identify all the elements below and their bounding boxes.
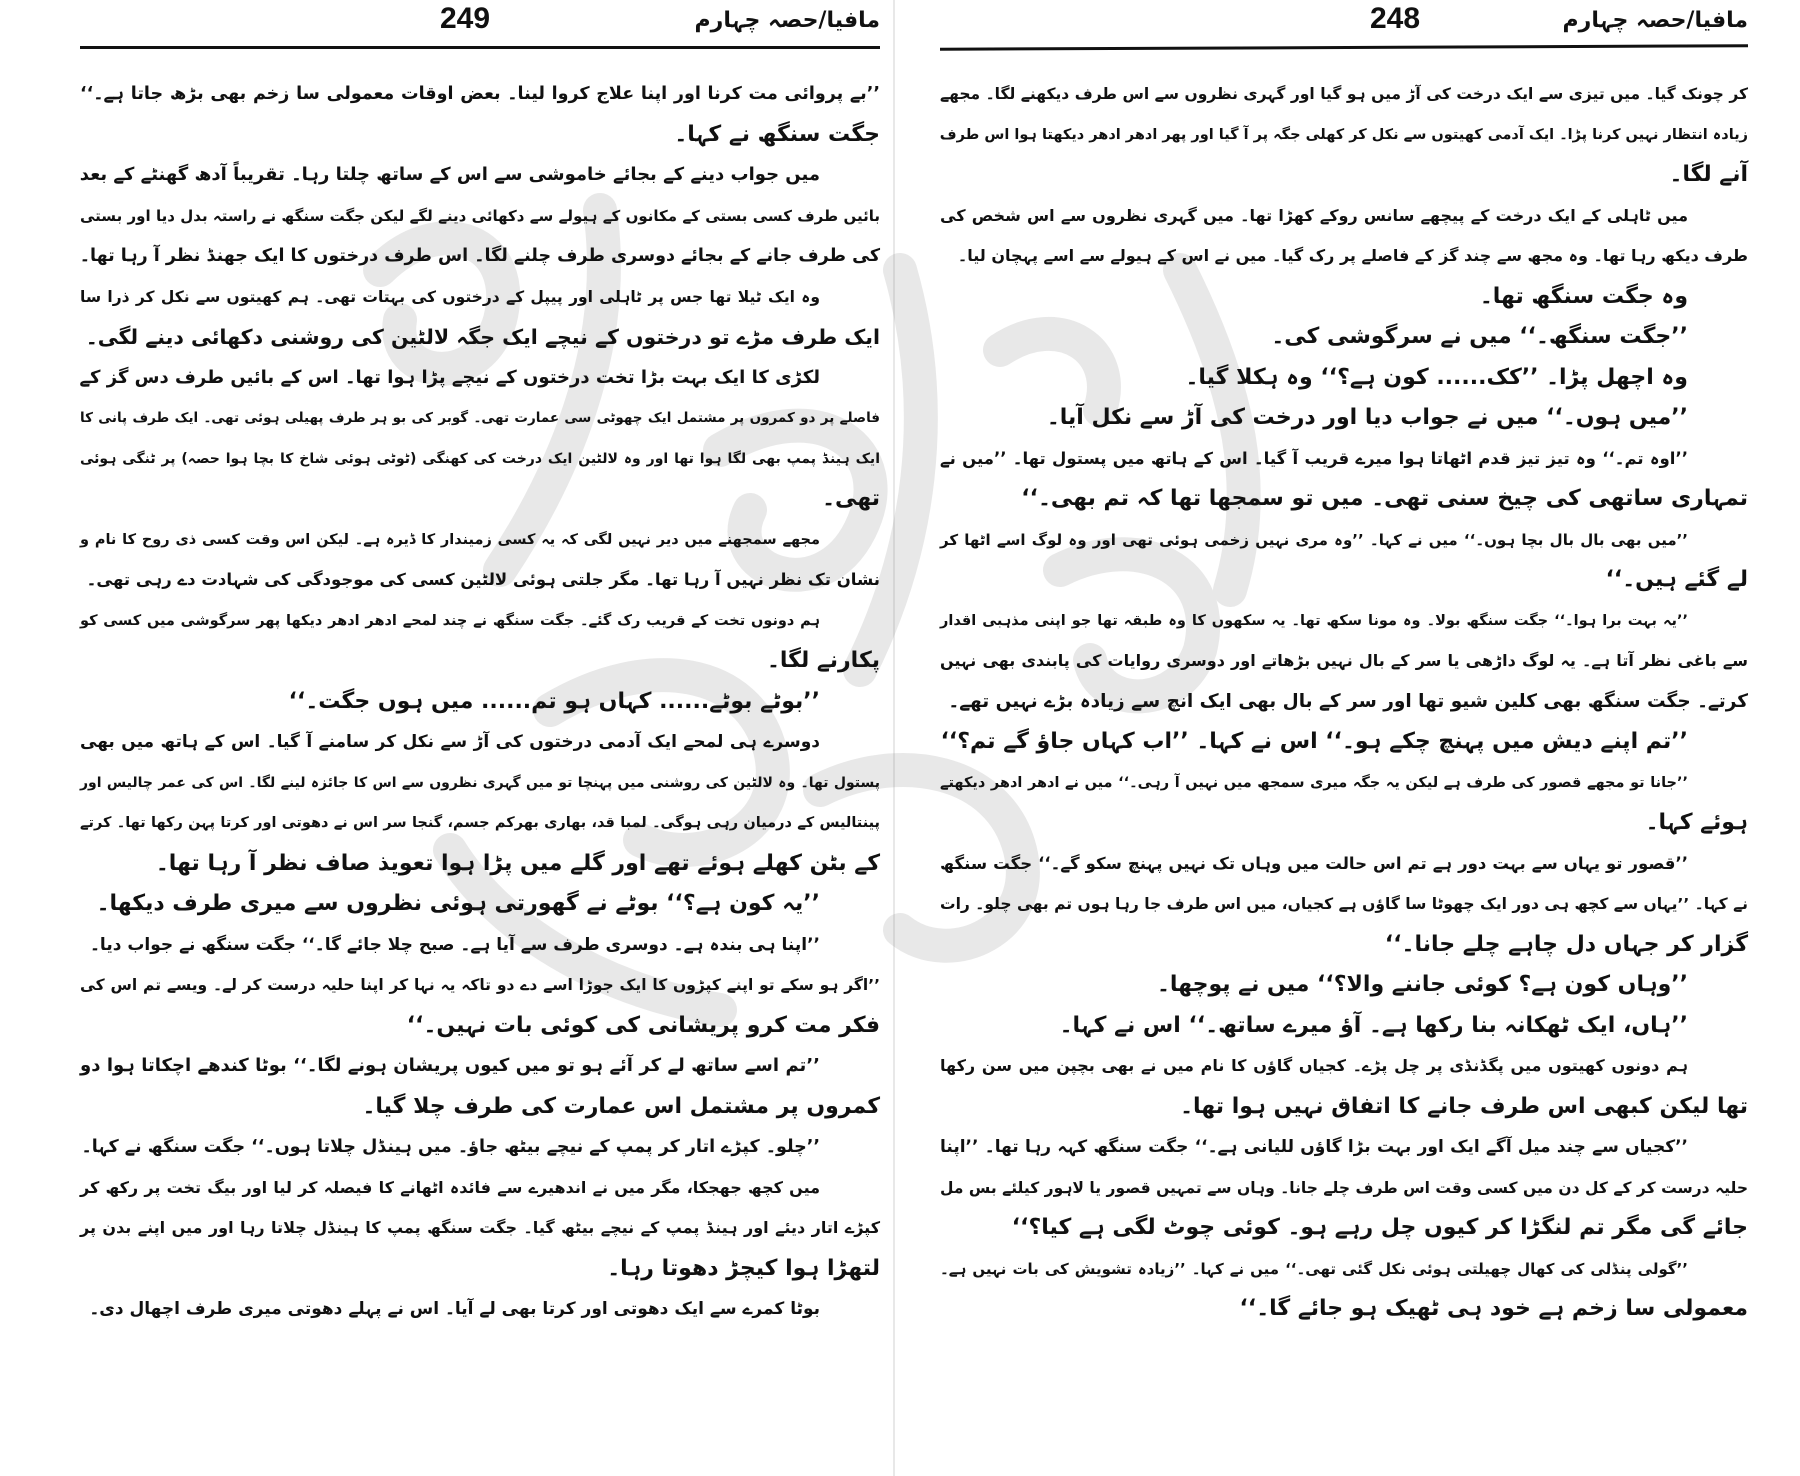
paragraph (80, 1046, 880, 1127)
text-line: ’’اوہ تم۔‘‘ وہ تیز تیز قدم اٹھاتا ہوا میرے قریب آ گیا۔ اس کے ہاتھ میں پستول تھا۔ ’’میں نے (940, 448, 1688, 468)
text-line: ’’یہ کون ہے؟‘‘ بوٹے نے گھورتی ہوئی نظروں سے میری طرف دیکھا۔ (96, 891, 820, 916)
paragraph (940, 74, 1748, 196)
text-line: بائیں طرف کسی بستی کے مکانوں کے ہیولے سے دکھائی دینے لگے لیکن جگت سنگھ نے راستہ بدل دیا اور بستی (80, 206, 880, 225)
text-line: ہوئے کہا۔ (1645, 810, 1748, 835)
page-249 (80, 0, 880, 1476)
text-line: ’’کجیاں سے چند میل آگے ایک اور بہت بڑا گاؤں للیانی ہے۔‘‘ جگت سنگھ کہہ رہا تھا۔ ’’اپنا (940, 1137, 1688, 1157)
text-line: ’’گولی پنڈلی کی کھال چھیلتی ہوئی نکل گئی تھی۔‘‘ میں نے کہا۔ ’’زیادہ تشویش کی بات نہیں ہے۔ (940, 1259, 1688, 1278)
text-line: کرتے۔ جگت سنگھ بھی کلین شیو تھا اور سر کے بال بھی ایک انچ سے زیادہ بڑے نہیں تھے۔ (948, 690, 1748, 712)
text-line: نے کہا۔ ’’یہاں سے کچھ ہی دور ایک چھوٹا سا گاؤں ہے کجیاں، میں اس طرف جا رہا ہوں تم بھی چلو۔ رات (940, 895, 1748, 913)
text-line: تھی۔ (822, 486, 880, 511)
paragraph (80, 1289, 880, 1330)
paragraph (940, 763, 1748, 844)
text-line: دوسرے ہی لمحے ایک آدمی درختوں کی آڑ سے نکل کر سامنے آ گیا۔ اس کے ہاتھ میں بھی (80, 732, 820, 752)
paragraph (80, 722, 880, 884)
text-line: وہ جگت سنگھ تھا۔ (1479, 283, 1688, 309)
text-line: ’’بوٹے بوٹے...... کہاں ہو تم...... میں ہوں جگت۔‘‘ (288, 688, 820, 714)
paragraph (940, 1249, 1748, 1330)
page-body-text (80, 74, 880, 1330)
paragraph (80, 358, 880, 520)
paragraph (80, 277, 880, 358)
header-rule (80, 46, 880, 49)
text-line: کمروں پر مشتمل اس عمارت کی طرف چلا گیا۔ (362, 1093, 880, 1119)
text-line: کر چونک گیا۔ میں تیزی سے ایک درخت کی آڑ میں ہو گیا اور گہری نظروں سے اس طرف دیکھنے لگا۔ مجھے (940, 85, 1748, 103)
text-line: ’’اگر ہو سکے تو اپنے کپڑوں کا ایک جوڑا اسے دے دو تاکہ یہ نہا کر اپنا حلیہ درست کر لے۔ ویسے تم اس کی (80, 976, 880, 994)
text-line: ’’جانا تو مجھے قصور کی طرف ہے لیکن یہ جگہ میری سمجھ میں نہیں آ رہی۔‘‘ میں نے ادھر ادھر دیکھتے (940, 774, 1688, 791)
text-line: ’’ہاں، ایک ٹھکانہ بنا رکھا ہے۔ آؤ میرے ساتھ۔‘‘ اس نے کہا۔ (1059, 1012, 1688, 1038)
text-line: لتھڑا ہوا کیچڑ دھوتا رہا۔ (607, 1255, 880, 1281)
text-line: ایک طرف مڑے تو درختوں کے نیچے ایک جگہ لالٹین کی روشنی دکھائی دینے لگی۔ (85, 325, 880, 349)
paragraph (80, 74, 880, 155)
paragraph (940, 358, 1748, 399)
text-line: ’’جگت سنگھ۔‘‘ میں نے سرگوشی کی۔ (1271, 324, 1688, 349)
text-line: ’’قصور تو یہاں سے بہت دور ہے تم اس حالت میں وہاں تک نہیں پہنچ سکو گے۔‘‘ جگت سنگھ (940, 853, 1688, 873)
page-number: 249 (440, 2, 491, 35)
text-line: فاصلے پر دو کمروں پر مشتمل ایک چھوٹی سی عمارت تھی۔ گوبر کی بو ہر طرف پھیلی ہوئی تھی۔ ایک طرف پانی کا (80, 410, 880, 426)
text-line: جگت سنگھ نے کہا۔ (674, 121, 880, 147)
text-line: مجھے سمجھنے میں دیر نہیں لگی کہ یہ کسی زمیندار کا ڈیرہ ہے۔ لیکن اس وقت کسی ذی روح کا نام و (80, 531, 820, 548)
text-line: وہ ایک ٹیلا تھا جس پر ٹاہلی اور پیپل کے درختوں کی بہتات تھی۔ ہم کھیتوں سے نکل کر ذرا سا (80, 287, 820, 306)
paragraph (80, 884, 880, 925)
text-line: پینتالیس کے درمیان رہی ہوگی۔ لمبا قد، بھاری بھرکم جسم، گنجا سر اس نے دھوتی اور کرتا پہن رکھا تھا۔ کرتے (80, 815, 880, 831)
running-title: مافیا/حصہ چہارم (1562, 8, 1748, 33)
text-line: وہ اچھل پڑا۔ ’’کک...... کون ہے؟‘‘ وہ ہکلا گیا۔ (1185, 364, 1688, 390)
paragraph (940, 196, 1748, 277)
header-rule (940, 44, 1748, 51)
text-line: معمولی سا زخم ہے خود ہی ٹھیک ہو جائے گا۔‘‘ (1239, 1296, 1748, 1321)
text-line: کی طرف جانے کے بجائے دوسری طرف چلنے لگا۔ اس طرف درختوں کا ایک جھنڈ نظر آ رہا تھا۔ (79, 246, 880, 266)
text-line: ایک ہینڈ پمپ بھی لگا ہوا تھا اور وہ لالٹین ایک درخت کی کھنگی (ٹوٹی ہوئی شاخ کا بچا ہوا حصہ) پر ٹنگی ہوئی (80, 450, 880, 467)
text-line: میں کچھ جھجکا، مگر میں نے اندھیرے سے فائدہ اٹھانے کا فیصلہ کر لیا اور بیگ تخت پر رکھ کر (80, 1177, 820, 1197)
page-header (80, 0, 880, 50)
text-line: جائے گی مگر تم لنگڑا کر کیوں چل رہے ہو۔ کوئی چوٹ لگی ہے کیا؟‘‘ (1011, 1215, 1748, 1240)
text-line: گزار کر جہاں دل چاہے چلے جانا۔‘‘ (1384, 931, 1748, 957)
paragraph (940, 1046, 1748, 1127)
text-line: ہم دونوں کھیتوں میں پگڈنڈی پر چل پڑے۔ کجیاں گاؤں کا نام میں نے بھی بچپن میں سن رکھا (940, 1056, 1688, 1075)
text-line: ’’وہاں کون ہے؟ کوئی جاننے والا؟‘‘ میں نے پوچھا۔ (1156, 972, 1688, 997)
text-line: طرف دیکھ رہا تھا۔ وہ مجھ سے چند گز کے فاصلے پر رک گیا۔ میں نے اس کے ہیولے سے اسے پہچان لیا۔ (957, 246, 1748, 265)
text-line: ’’بے پروائی مت کرنا اور اپنا علاج کروا لینا۔ بعض اوقات معمولی سا زخم بھی بڑھ جاتا ہے۔‘‘ (80, 84, 880, 104)
paragraph (940, 277, 1748, 318)
text-line: بوٹا کمرے سے ایک دھوتی اور کرتا بھی لے آیا۔ اس نے پہلے دھوتی میری طرف اچھال دی۔ (89, 1299, 820, 1319)
book-spine (893, 0, 895, 1476)
text-line: حلیہ درست کر کے کل دن میں کسی وقت اس طرف چلے جانا۔ وہاں سے تمہیں قصور یا لاہور کیلئے بس مل (940, 1178, 1748, 1197)
paragraph (940, 1006, 1748, 1047)
text-line: کپڑے اتار دیئے اور ہینڈ پمپ کے نیچے بیٹھ گیا۔ جگت سنگھ پمپ کا ہینڈل چلاتا رہا اور میں اپنے بدن پر (80, 1218, 880, 1237)
running-title: مافیا/حصہ چہارم (694, 8, 880, 33)
text-line: سے باغی نظر آتا ہے۔ یہ لوگ داڑھی یا سر کے بال نہیں بڑھاتے اور دوسری روایات کی پابندی بھی نہیں (940, 651, 1748, 670)
text-line: تمہاری ساتھی کی چیخ سنی تھی۔ میں تو سمجھا تھا کہ تم بھی۔‘‘ (1021, 486, 1748, 511)
page-body-text (940, 74, 1748, 1330)
paragraph (940, 1127, 1748, 1249)
text-line: میں ٹاہلی کے ایک درخت کے پیچھے سانس روکے کھڑا تھا۔ میں گہری نظروں سے اس شخص کی (940, 205, 1688, 225)
text-line: ’’میں ہوں۔‘‘ میں نے جواب دیا اور درخت کی آڑ سے نکل آیا۔ (1046, 405, 1688, 430)
text-line: پکارنے لگا۔ (767, 648, 880, 673)
text-line: ’’میں بھی بال بال بچا ہوں۔‘‘ میں نے کہا۔ ’’وہ مری نہیں زخمی ہوئی تھی اور وہ لوگ اسے اٹھا کر (940, 530, 1688, 549)
text-line: ’’اپنا ہی بندہ ہے۔ دوسری طرف سے آیا ہے۔ صبح چلا جائے گا۔‘‘ جگت سنگھ نے جواب دیا۔ (89, 934, 820, 955)
page-number: 248 (1370, 2, 1421, 35)
paragraph (940, 844, 1748, 966)
paragraph (80, 601, 880, 682)
paragraph (80, 682, 880, 723)
paragraph (80, 1127, 880, 1168)
paragraph (940, 601, 1748, 723)
text-line: آنے لگا۔ (1669, 162, 1748, 187)
text-line: فکر مت کرو پریشانی کی کوئی بات نہیں۔‘‘ (406, 1012, 880, 1038)
text-line: ’’یہ بہت برا ہوا۔‘‘ جگت سنگھ بولا۔ وہ مونا سکھ تھا۔ یہ سکھوں کا وہ طبقہ تھا جو اپنی مذہبی اقدار (940, 612, 1688, 629)
paragraph (80, 1168, 880, 1290)
paragraph (940, 317, 1748, 358)
page-248 (940, 0, 1748, 1476)
paragraph (80, 155, 880, 277)
text-line: لکڑی کا ایک بہت بڑا تخت درختوں کے نیچے پڑا ہوا تھا۔ اس کے بائیں طرف دس گز کے (79, 366, 820, 388)
paragraph (80, 925, 880, 966)
text-line: ’’چلو۔ کپڑے اتار کر پمپ کے نیچے بیٹھ جاؤ۔ میں ہینڈل چلاتا ہوں۔‘‘ جگت سنگھ نے کہا۔ (81, 1137, 820, 1157)
paragraph (80, 965, 880, 1046)
text-line: ہم دونوں تخت کے قریب رک گئے۔ جگت سنگھ نے چند لمحے ادھر ادھر دیکھا پھر سرگوشی میں کسی کو (80, 612, 820, 629)
paragraph (940, 439, 1748, 520)
text-line: نشان تک نظر نہیں آ رہا تھا۔ مگر جلتی ہوئی لالٹین کسی کی موجودگی کی شہادت دے رہی تھی۔ (86, 570, 880, 589)
text-line: تھا لیکن کبھی اس طرف جانے کا اتفاق نہیں ہوا تھا۔ (1180, 1093, 1748, 1119)
text-line: لے گئے ہیں۔‘‘ (1605, 567, 1748, 592)
paragraph (940, 398, 1748, 439)
paragraph (80, 520, 880, 601)
text-line: میں جواب دینے کے بجائے خاموشی سے اس کے ساتھ چلتا رہا۔ تقریباً آدھ گھنٹے کے بعد (79, 164, 820, 185)
text-line: پستول تھا۔ وہ لالٹین کی روشنی میں پہنچا تو میں گہری نظروں سے اس کا جائزہ لینے لگا۔ اس کی عمر چالیس اور (80, 774, 880, 791)
text-line: ’’تم اسے ساتھ لے کر آئے ہو تو میں کیوں پریشان ہونے لگا۔‘‘ بوٹا کندھے اچکاتا ہوا دو (80, 1055, 820, 1076)
page-header (940, 0, 1748, 50)
paragraph (940, 965, 1748, 1006)
text-line: ’’تم اپنے دیش میں پہنچ چکے ہو۔‘‘ اس نے کہا۔ ’’اب کہاں جاؤ گے تم؟‘‘ (940, 729, 1688, 754)
paragraph (940, 722, 1748, 763)
paragraph (940, 520, 1748, 601)
text-line: کے بٹن کھلے ہوئے تھے اور گلے میں پڑا ہوا تعویذ صاف نظر آ رہا تھا۔ (155, 850, 880, 876)
text-line: زیادہ انتظار نہیں کرنا پڑا۔ ایک آدمی کھیتوں سے نکل کر کھلی جگہ پر آ گیا اور پھر ادھر ادھر دیکھتا ہوا اس طرف (939, 126, 1748, 143)
